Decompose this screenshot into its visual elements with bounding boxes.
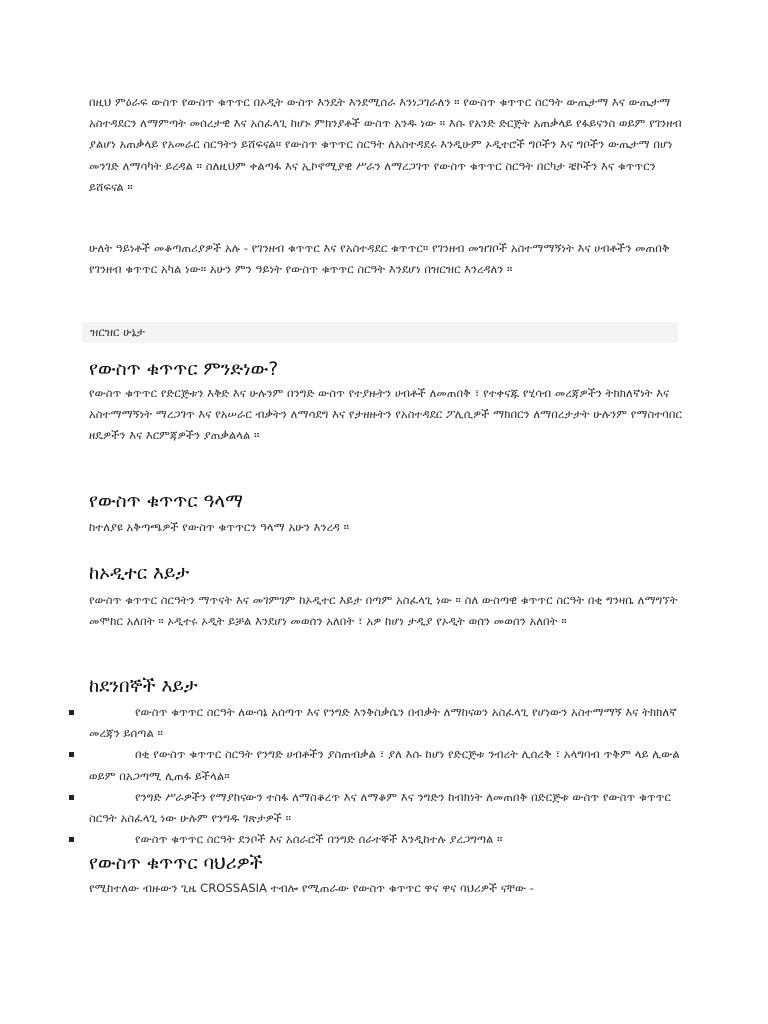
square-bullet-icon — [69, 795, 74, 800]
list-item — [0, 787, 685, 829]
client-view-list — [0, 702, 768, 850]
intro-paragraph: በዚህ ምዕራፍ ውስጥ የውስጥ ቁጥጥር በኦዲት ውስጥ እንዴት እንደሚሰራ እንነጋገራለን ። የውስጥ ቁጥጥር ስርዓት ውጤታማ እና ውጤታማ አስተዳደርን ለማምጣት መሰረታዊ እና አስፈላጊ ከሆኑ ምክንያቶች ውስጥ አንዱ ነው ። እሱ የአንድ ድርጅት አጠቃላይ የፋይናንስ ወይም የገንዘብ ያልሆነ አጠቃላይ የአመራር ስርዓትን ይሸፍናል። የውስጥ ቁጥጥር ስርዓት ለአስተዳደሩ እንዲሁም ኦዲተሮች ግቦችን እና ግቦችን ውጤታማ በሆነ መንገድ ለማሳካት ይረዳል ። ስለዚህም ቀልጣፋ እና ኢኮኖሚያዊ ሥራን ለማረጋገጥ የውስጥ ቁጥጥር ስርዓት በርካታ ቼኮችን እና ቁጥጥርን ይሸፍናል ። — [89, 95, 682, 194]
square-bullet-icon — [69, 837, 74, 842]
section-heading-client-view: ከደንበኞች እይታ — [89, 676, 198, 697]
square-bullet-icon — [69, 710, 74, 715]
list-item — [0, 744, 685, 786]
square-bullet-icon — [69, 752, 74, 757]
auditor-view-paragraph: የውስጥ ቁጥጥር ስርዓትን ማጥናት እና መገምገም ከኦዲተር እይታ በጣም አስፈላጊ ነው ። ስለ ውስጣዊ ቁጥጥር ስርዓት በቂ ግንዛቤ ለማግኘት መሞከር አለበት ። ኦዲተሩ ኦዲት ይቻል እንደሆነ መወሰን አለበት ፣ አዎ ከሆነ ታዲያ የኦዲት ወሰን መወሰን አለበት ። — [89, 593, 678, 629]
features-intro-paragraph: የሚከተለው ብዙውን ጊዜ CROSSASIA ተብሎ የሚጠራው የውስጥ ቁጥጥር ዋና ዋና ባህሪዎች ናቸው - — [89, 881, 534, 895]
definition-paragraph: የውስጥ ቁጥጥር የድርጅቱን እቅድ እና ሁሉንም በንግድ ውስጥ የተያዙትን ሀብቶች ለመጠበቅ ፣ የተቀናጁ የሂሳብ መረጃዎችን ትክክለኛነት እና አስተማማኝነት ማረጋገጥ እና የአሠራር ብቃትን ለማሳደግ እና የታዘዙትን የአስተዳደር ፖሊሲዎች ማክበርን ለማበረታታት ሁሉንም የማስተባበር ዘዴዎችን እና እርምጃዎችን ያጠቃልላል ። — [89, 386, 682, 443]
objective-paragraph: ከተለያዩ አቅጣጫዎች የውስጥ ቁጥጥርን ዓላማ አሁን እንረዳ ። — [89, 520, 350, 534]
section-heading-objective: የውስጥ ቁጥጥር ዓላማ — [89, 491, 243, 512]
section-heading-auditor-view: ከኦዲተር እይታ — [89, 563, 190, 584]
list-item — [0, 702, 685, 744]
list-item — [0, 829, 685, 850]
list-item-text: የውስጥ ቁጥጥር ስርዓት ደንቦች እና አሰራሮች በንግድ ሰራተኞች እንዲከተሉ ያረጋግጣል ። — [135, 832, 503, 847]
controls-types-paragraph: ሁለት ዓይነቶች መቆጣጠሪያዎች አሉ - የገንዘብ ቁጥጥር እና የአስተዳደር ቁጥጥር። የገንዘብ መዝገቦች አስተማማኝነት እና ሀብቶችን መጠበቅ የገንዘብ ቁጥጥር አካል ነው። አሁን ምን ዓይነት የውስጥ ቁጥጥር ስርዓት እንደሆነ በዝርዝር እንረዳለን ። — [89, 241, 670, 277]
table-of-contents-bar[interactable]: ዝርዝር ሁኔታ — [82, 322, 678, 343]
list-item-text: የንግድ ሥራዎችን የማያከናውን ተስፋ ለማስቆረጥ እና ለማቆም እና ንግድን ከብክነት ለመጠበቅ በድርጅቱ ውስጥ የውስጥ ቁጥጥር ስርዓት አስፈላጊ ነው ሁሉም የንግዱ ገጽታዎች ። — [89, 789, 671, 826]
list-item-text: በቂ የውስጥ ቁጥጥር ስርዓት የንግድ ሀብቶችን ያስጠብቃል ፣ ያለ እሱ ከሆነ የድርጅቱ ንብረት ሊሰረቅ ፣ አላግባብ ጥቅም ላይ ሊውል ወይም በአጋጣሚ ሊጠፋ ይችላል። — [89, 747, 680, 783]
section-heading-features: የውስጥ ቁጥጥር ባህሪዎች — [89, 853, 263, 874]
list-item-text: የውስጥ ቁጥጥር ስርዓት ለውሳኔ አሰጣጥ እና የንግድ እንቅስቃሴን በብቃት ለማከናወን አስፈላጊ የሆነውን አስተማማኝ እና ትክክለኛ መረጃን ይሰጣል ። — [89, 705, 677, 741]
section-heading-what-is-internal-control: የውስጥ ቁጥጥር ምንድነው? — [89, 359, 279, 380]
